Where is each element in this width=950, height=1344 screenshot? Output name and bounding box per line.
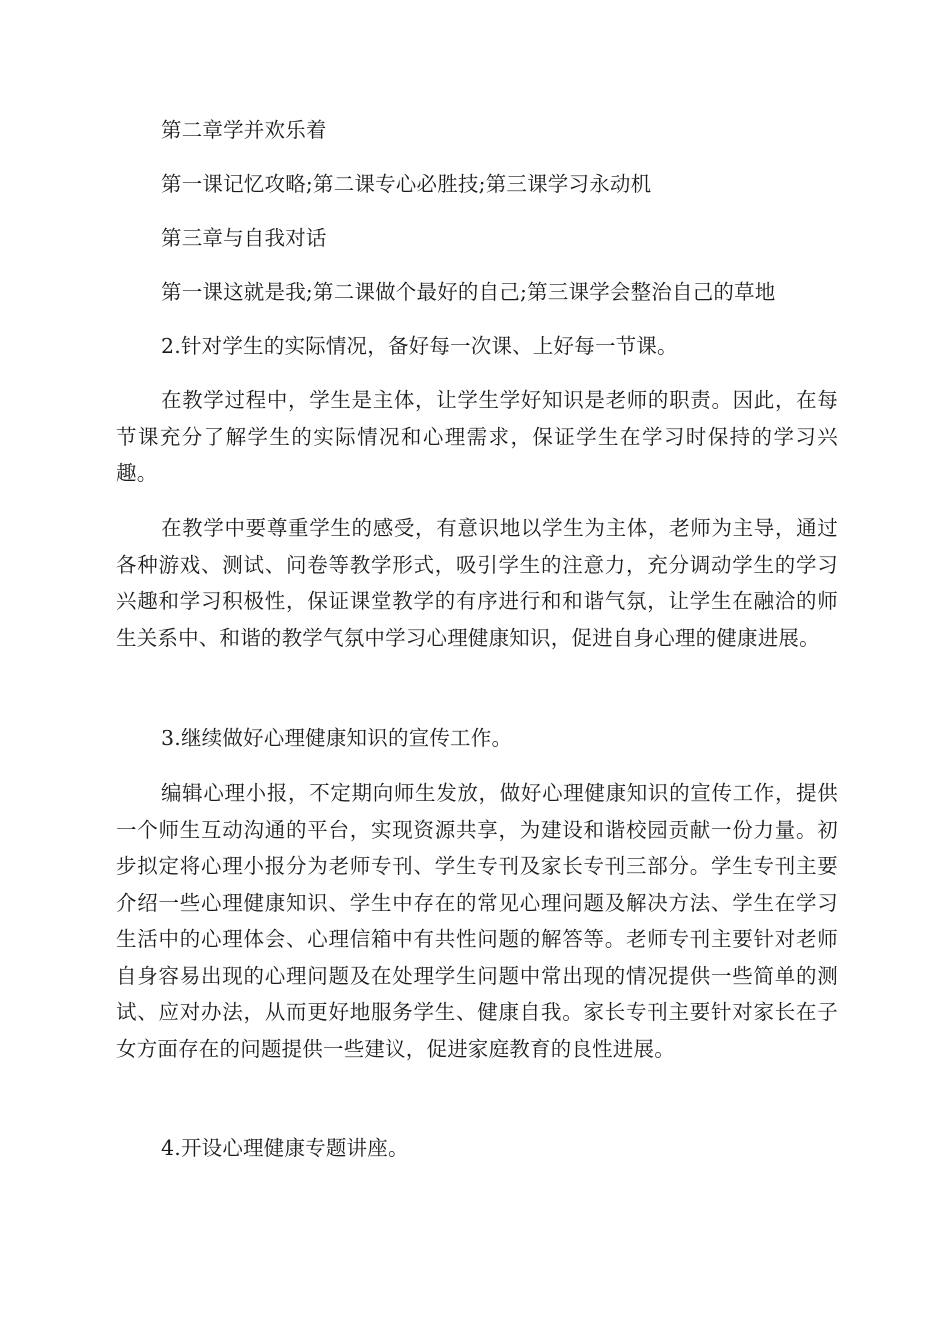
chapter-3-lessons: 第一课这就是我;第二课做个最好的自己;第三课学会整治自己的草地 (161, 280, 776, 304)
body-paragraph-newsletter: 编辑心理小报，不定期向师生发放，做好心理健康知识的宣传工作，提供一个师生互动沟通的平台，实现资源共享，为建设和谐校园贡献一份力量。初步拟定将心理小报分为老师专刊、学生专刊及家长专刊三部分。学生专刊主要介绍一些心理健康知识、学生中存在的常见心理问题及解决方法、学生在学习生活中的心理体会、心理信箱中有共性问题的解答等。老师专刊主要针对老师自身容易出现的心理问题及在处理学生问题中常出现的情况提供一些简单的测试、应对办法，从而更好地服务学生、健康自我。家长专刊主要针对家长在子女方面存在的问题提供一些建议，促进家庭教育的良性进展。 (116, 781, 838, 1061)
section-heading-2: 2.针对学生的实际情况，备好每一次课、上好每一节课。 (161, 334, 678, 358)
chapter-heading-3: 第三章与自我对话 (161, 226, 327, 250)
section-heading-3: 3.继续做好心理健康知识的宣传工作。 (161, 726, 513, 750)
section-heading-4: 4.开设心理健康专题讲座。 (161, 1136, 409, 1160)
body-paragraph-respect-students: 在教学中要尊重学生的感受，有意识地以学生为主体，老师为主导，通过各种游戏、测试、问卷等教学形式，吸引学生的注意力，充分调动学生的学习兴趣和学习积极性，保证课堂教学的有序进行和和谐气氛，让学生在融洽的师生关系中、和谐的教学气氛中学习心理健康知识，促进自身心理的健康进展。 (116, 516, 838, 650)
chapter-heading-2: 第二章学并欢乐着 (161, 118, 327, 142)
chapter-2-lessons: 第一课记忆攻略;第二课专心必胜技;第三课学习永动机 (161, 172, 652, 196)
body-paragraph-teaching-process: 在教学过程中，学生是主体，让学生学好知识是老师的职责。因此，在每节课充分了解学生的实际情况和心理需求，保证学生在学习时保持的学习兴趣。 (116, 388, 838, 485)
